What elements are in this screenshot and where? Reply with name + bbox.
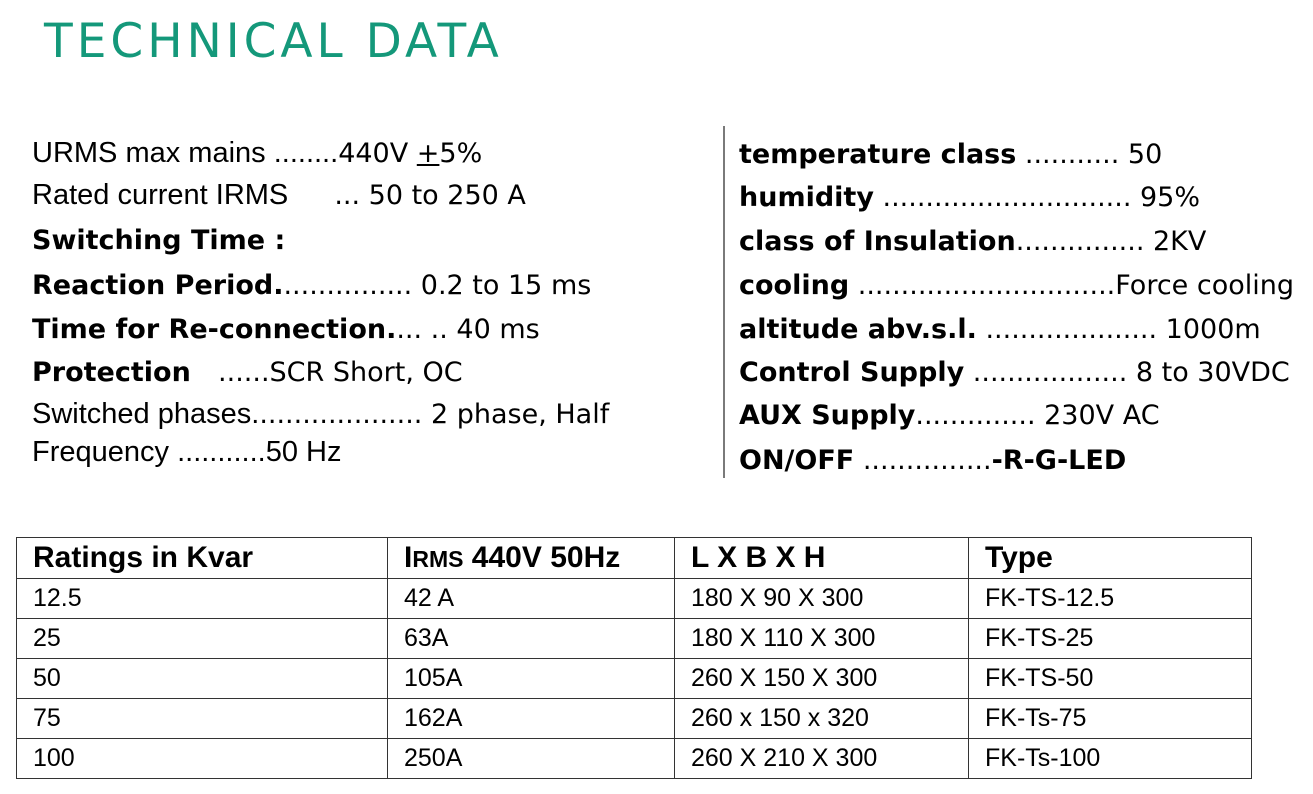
frequency-label: Frequency xyxy=(32,436,178,468)
cell-irms: 42 A xyxy=(388,579,675,619)
header-irms-i: I xyxy=(404,541,413,574)
phases-label: Switched phases. xyxy=(32,398,260,430)
temp-label: temperature class xyxy=(739,139,1017,170)
onoff-value: -R-G-LED xyxy=(991,445,1127,476)
spec-altitude xyxy=(739,311,1261,347)
cell-dimensions: 180 X 90 X 300 xyxy=(675,579,969,619)
cell-dimensions: 260 X 210 X 300 xyxy=(675,739,969,779)
cell-rating: 100 xyxy=(17,739,388,779)
protection-value: ......SCR Short, OC xyxy=(218,357,463,388)
rated-value: ... 50 to 250 A xyxy=(334,180,526,211)
control-label: Control Supply xyxy=(739,357,965,388)
header-ratings: Ratings in Kvar xyxy=(17,538,388,579)
cell-type: FK-TS-12.5 xyxy=(969,579,1252,619)
altitude-value: .................... 1000m xyxy=(976,314,1261,345)
table-row xyxy=(17,739,1252,779)
urms-label: URMS max mains xyxy=(32,137,266,169)
header-type: Type xyxy=(969,538,1252,579)
spec-onoff xyxy=(739,442,1126,478)
spec-protection xyxy=(32,354,463,390)
insulation-value: ............... 2KV xyxy=(1015,226,1207,257)
spec-urms xyxy=(32,136,482,171)
header-irms xyxy=(388,538,675,579)
altitude-label: altitude abv.s.l. xyxy=(739,314,977,345)
spec-reaction xyxy=(32,267,591,303)
header-irms-rms: RMS xyxy=(412,546,464,572)
protection-label: Protection xyxy=(32,357,191,388)
cell-type: FK-TS-25 xyxy=(969,619,1252,659)
cell-type: FK-Ts-100 xyxy=(969,739,1252,779)
header-irms-rest: 440V 50Hz xyxy=(463,541,621,574)
cell-type: FK-Ts-75 xyxy=(969,699,1252,739)
spec-control-supply xyxy=(739,354,1290,390)
urms-dots: ........ xyxy=(273,137,339,169)
cell-dimensions: 260 X 150 X 300 xyxy=(675,659,969,699)
table-row xyxy=(17,579,1252,619)
urms-value-pm: + xyxy=(416,138,440,169)
cell-irms: 250A xyxy=(388,739,675,779)
spec-humidity xyxy=(739,179,1200,215)
cell-rating: 50 xyxy=(17,659,388,699)
onoff-dots: ............... xyxy=(854,445,992,476)
cell-type: FK-TS-50 xyxy=(969,659,1252,699)
urms-value-b: 5% xyxy=(439,138,483,169)
reaction-value: ............... 0.2 to 15 ms xyxy=(283,270,592,301)
spec-insulation xyxy=(739,223,1206,259)
cell-rating: 12.5 xyxy=(17,579,388,619)
spec-rated-current xyxy=(32,178,526,213)
spec-temperature xyxy=(739,136,1162,172)
page-title: TECHNICAL DATA xyxy=(44,14,503,69)
cell-dimensions: 180 X 110 X 300 xyxy=(675,619,969,659)
reconnect-value: ... .. 40 ms xyxy=(396,314,540,345)
switching-label: Switching Time : xyxy=(32,225,286,256)
cell-irms: 63A xyxy=(388,619,675,659)
table-row xyxy=(17,619,1252,659)
aux-value: .............. 230V AC xyxy=(915,400,1160,431)
ratings-table xyxy=(16,537,1252,779)
table-row xyxy=(17,699,1252,739)
cell-irms: 162A xyxy=(388,699,675,739)
cooling-value: ..............................Force cooling xyxy=(849,270,1294,301)
cell-irms: 105A xyxy=(388,659,675,699)
cell-dimensions: 260 x 150 x 320 xyxy=(675,699,969,739)
cell-rating: 75 xyxy=(17,699,388,739)
frequency-value: ...........50 Hz xyxy=(177,436,342,468)
cooling-label: cooling xyxy=(739,270,850,301)
column-divider xyxy=(723,126,725,478)
onoff-label: ON/OFF xyxy=(739,445,855,476)
spec-reconnection xyxy=(32,311,540,347)
aux-label: AUX Supply xyxy=(739,400,916,431)
humidity-label: humidity xyxy=(739,182,874,213)
phases-value: ................... 2 phase, Half xyxy=(259,399,610,430)
humidity-value: ............................. 95% xyxy=(873,182,1200,213)
spec-cooling xyxy=(739,267,1294,303)
control-value: .................. 8 to 30VDC xyxy=(964,357,1290,388)
rated-label: Rated current IRMS xyxy=(32,179,289,211)
reconnect-label: Time for Re-connection. xyxy=(32,314,397,345)
spec-phases xyxy=(32,397,609,432)
spec-aux-supply xyxy=(739,397,1160,433)
temp-value: ........... 50 xyxy=(1016,139,1163,170)
spec-frequency xyxy=(32,435,341,469)
table-header-row xyxy=(17,538,1252,579)
cell-rating: 25 xyxy=(17,619,388,659)
header-dimensions: L X B X H xyxy=(675,538,969,579)
insulation-label: class of Insulation xyxy=(739,226,1016,257)
table-row xyxy=(17,659,1252,699)
urms-value-a: 440V xyxy=(338,138,417,169)
reaction-label: Reaction Period. xyxy=(32,270,284,301)
